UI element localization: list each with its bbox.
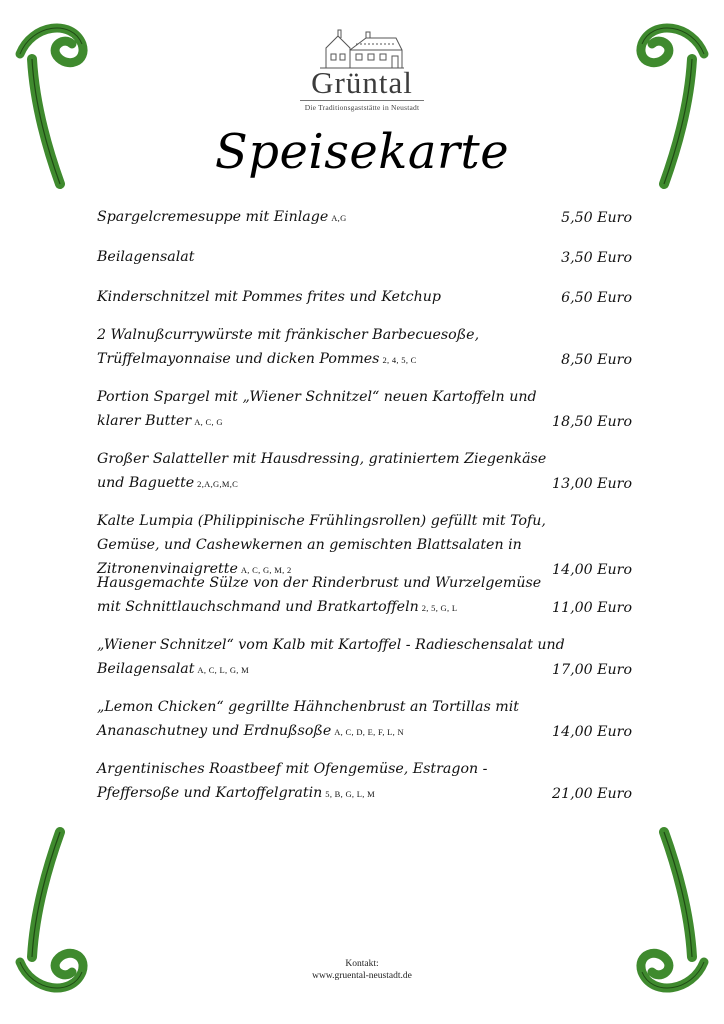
page-title: Speisekarte xyxy=(214,124,510,180)
menu-item-description: „Wiener Schnitzel“ vom Kalb mit Kartoffel - Radieschensalat und Beilagensalat xyxy=(97,637,565,677)
menu-item-allergens: A, C, G, M, 2 xyxy=(240,565,292,575)
menu-item-description: Beilagensalat xyxy=(97,249,195,265)
menu-item-allergens: A, C, L, G, M xyxy=(197,665,250,675)
menu-item-description: Kalte Lumpia (Philippinische Frühlingsrollen) gefüllt mit Tofu, Gemüse, und Cashewkernen an gemischten Blattsalaten in Zitronenvinaigrette xyxy=(97,513,546,577)
menu-item xyxy=(97,571,632,620)
menu-item xyxy=(97,385,632,434)
menu-item xyxy=(97,447,632,496)
contact-footer xyxy=(0,958,724,982)
house-icon xyxy=(316,26,408,70)
menu-item-description: Hausgemachte Sülze von der Rinderbrust und Wurzelgemüse mit Schnittlauchschmand und Bratkartoffeln xyxy=(97,575,542,615)
menu-item-allergens: 2,A,G,M,C xyxy=(197,479,239,489)
restaurant-name: Grüntal xyxy=(311,65,413,100)
menu-item-allergens: 5, B, G, L, M xyxy=(325,789,375,799)
menu-item-allergens: 2, 4, 5, C xyxy=(382,355,417,365)
website-link[interactable]: www.gruental-neustadt.de xyxy=(312,971,412,981)
menu-item-description: „Lemon Chicken“ gegrillte Hähnchenbrust an Tortillas mit Ananaschutney und Erdnußsoße xyxy=(97,699,520,739)
menu-item-allergens: A, C, G xyxy=(194,417,223,427)
menu-item xyxy=(97,757,632,806)
restaurant-tagline: Die Traditionsgaststätte in Neustadt xyxy=(304,103,420,112)
menu-item-allergens: A, C, D, E, F, L, N xyxy=(334,727,404,737)
menu-item xyxy=(97,323,632,372)
menu-item-price: 21,00 Euro xyxy=(552,786,632,802)
menu-item-allergens: 2, 5, G, L xyxy=(421,603,458,613)
menu-item xyxy=(97,633,632,682)
menu-item xyxy=(97,695,632,744)
menu-item-description: Spargelcremesuppe mit Einlage xyxy=(97,209,329,225)
menu-item-allergens: A,G xyxy=(331,213,347,223)
menu-item-description: Argentinisches Roastbeef mit Ofengemüse, Estragon - Pfeffersoße und Kartoffelgratin xyxy=(97,761,488,801)
logo-divider xyxy=(300,100,424,101)
menu-item xyxy=(97,205,632,230)
menu-item-description: Portion Spargel mit „Wiener Schnitzel“ neuen Kartoffeln und klarer Butter xyxy=(97,389,537,429)
menu-item-description: Großer Salatteller mit Hausdressing, gratiniertem Ziegenkäse und Baguette xyxy=(97,451,547,491)
menu-item-price: 13,00 Euro xyxy=(552,476,632,492)
contact-label: Kontakt: xyxy=(345,959,379,969)
menu-item xyxy=(97,285,632,310)
menu-item-price: 14,00 Euro xyxy=(552,562,632,578)
menu-item-price: 17,00 Euro xyxy=(552,662,632,678)
menu-item-price: 6,50 Euro xyxy=(561,290,632,306)
menu-item-price: 3,50 Euro xyxy=(561,250,632,266)
menu-item-price: 18,50 Euro xyxy=(552,414,632,430)
menu-item-description: 2 Walnußcurrywürste mit fränkischer Barbecuesoße, Trüffelmayonnaise und dicken Pommes xyxy=(97,327,480,367)
menu-item-price: 11,00 Euro xyxy=(552,600,632,616)
menu-item-price: 14,00 Euro xyxy=(552,724,632,740)
menu-item-price: 5,50 Euro xyxy=(561,210,632,226)
menu-item xyxy=(97,245,632,270)
restaurant-logo xyxy=(0,26,724,112)
menu-item-price: 8,50 Euro xyxy=(561,352,632,368)
menu-item-description: Kinderschnitzel mit Pommes frites und Ketchup xyxy=(97,289,441,305)
